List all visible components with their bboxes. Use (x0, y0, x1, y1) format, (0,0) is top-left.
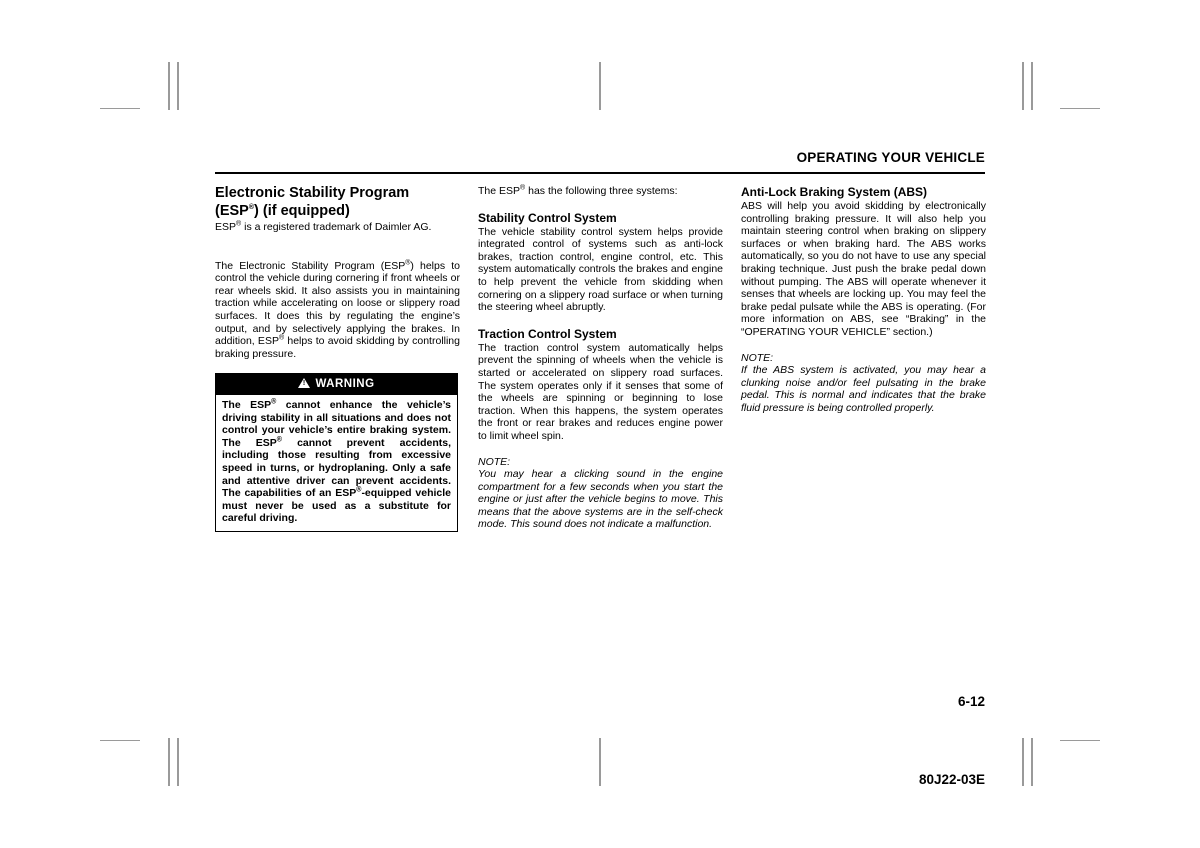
crop-mark (1031, 62, 1033, 110)
column-left (215, 185, 460, 532)
page-title (215, 185, 460, 220)
warning-text-part3: cannot prevent accidents, including those resulting from excessive speed in turns, or hydroplaning. Only a safe and attentive driver can prevent accidents. The capabilities of an ESP (222, 436, 451, 500)
trim-mark (1060, 740, 1100, 741)
section-title-stability-control: Stability Control System (478, 210, 617, 225)
warning-text-part1: The ESP (222, 398, 272, 411)
systems-intro-post: has the following three systems: (525, 185, 678, 197)
trademark-note (215, 221, 460, 234)
warning-text (216, 395, 457, 531)
warning-heading (216, 374, 457, 395)
document-code: 80J22-03E (918, 772, 985, 787)
trim-mark (1060, 108, 1100, 109)
warning-box (215, 373, 458, 532)
registered-mark-icon: ® (271, 398, 277, 406)
registered-mark-icon: ® (520, 184, 526, 192)
note-body: You may hear a clicking sound in the engine compartment for a few seconds when you start the engine or just after the vehicle begins to move. This means that the above systems are in the self-check mode. This sound does not indicate a malfunction. (478, 468, 723, 531)
crop-mark (1022, 738, 1024, 786)
trademark-note-post: is a registered trademark of Daimler AG. (241, 221, 432, 233)
warning-heading-label: WARNING (315, 378, 375, 391)
page-number: 6-12 (957, 694, 985, 709)
section-body-traction-control: The traction control system automatically helps prevent the spinning of wheels when the vehicle is started or accelerated on slippery road surfaces. The system operates only if it senses that some of the wheels are spinning or beginning to lose traction. When this happens, the system operates the front or rear brakes and reduces engine power to limit wheel spin. (478, 341, 723, 442)
registered-mark-icon: ® (276, 436, 282, 444)
crop-mark (168, 738, 170, 786)
page-title-line2-pre: (ESP (215, 202, 249, 219)
intro-part2: ) helps to control the vehicle during cornering if front wheels or rear wheels skid. It also assists you in maintaining traction while accelerating on loose or slippery road surfaces. It does this by regulating the engine’s output, and by selectively applying the brakes. In addition, ESP (215, 259, 460, 348)
note-body: If the ABS system is activated, you may hear a clunking noise and/or feel pulsating in the brake pedal. This is normal and indicates that the brake fluid pressure is being controlled properly. (741, 364, 986, 414)
registered-mark-icon: ® (278, 334, 285, 342)
warning-triangle-icon (298, 378, 310, 388)
note-label: NOTE: (478, 455, 511, 468)
registered-mark-icon: ® (248, 203, 255, 211)
systems-intro (478, 185, 723, 198)
intro-paragraph (215, 260, 460, 361)
page-header-title: OPERATING YOUR VEHICLE (796, 150, 985, 165)
section-body-abs: ABS will help you avoid skidding by electronically controlling braking pressure. It will also help you maintain steering control when braking on slippery surfaces or when braking hard. The ABS works automatically, so you do not have to use any special braking technique. Just push the brake pedal down without pumping. The ABS will operate whenever it senses that wheels are locking up. You may feel the brake pedal pulsate while the ABS is operating. (For more information on ABS, see “Braking” in the “OPERATING YOUR VEHICLE” section.) (741, 200, 986, 338)
column-middle (478, 185, 723, 531)
column-right (741, 185, 986, 415)
registered-mark-icon: ® (236, 220, 242, 228)
page-title-line2-post: ) (if equipped) (254, 202, 350, 219)
page-title-line1: Electronic Stability Program (215, 185, 410, 201)
crop-mark (1031, 738, 1033, 786)
header-divider (215, 172, 985, 174)
crop-mark (177, 62, 179, 110)
crop-mark (599, 62, 601, 110)
registered-mark-icon: ® (405, 259, 411, 267)
trim-mark (100, 108, 140, 109)
crop-mark (168, 62, 170, 110)
crop-mark (1022, 62, 1024, 110)
note-label: NOTE: (741, 351, 774, 364)
section-title-abs: Anti-Lock Braking System (ABS) (741, 185, 928, 199)
intro-part3: helps to avoid skidding by controlling braking pressure. (215, 335, 460, 360)
section-body-stability-control: The vehicle stability control system helps provide integrated control of systems such as anti-lock brakes, traction control, engine control, etc. This system automatically controls the brakes and engine to help prevent the vehicle from skidding when cornering on a slippery road surface or when turning the steering wheel abruptly. (478, 225, 723, 314)
warning-text-part2: cannot enhance the vehicle’s driving stability in all situations and does not control your vehicle’s entire braking system. The ESP (222, 398, 451, 449)
intro-part1: The Electronic Stability Program (ESP (215, 259, 406, 272)
trim-mark (100, 740, 140, 741)
warning-text-part4: -equipped vehicle must never be used as a substitute for careful driving. (222, 487, 452, 525)
trademark-note-pre: ESP (215, 221, 237, 233)
registered-mark-icon: ® (356, 486, 362, 494)
crop-mark (177, 738, 179, 786)
systems-intro-pre: The ESP (478, 185, 521, 197)
section-title-traction-control: Traction Control System (478, 326, 617, 341)
crop-mark (599, 738, 601, 786)
